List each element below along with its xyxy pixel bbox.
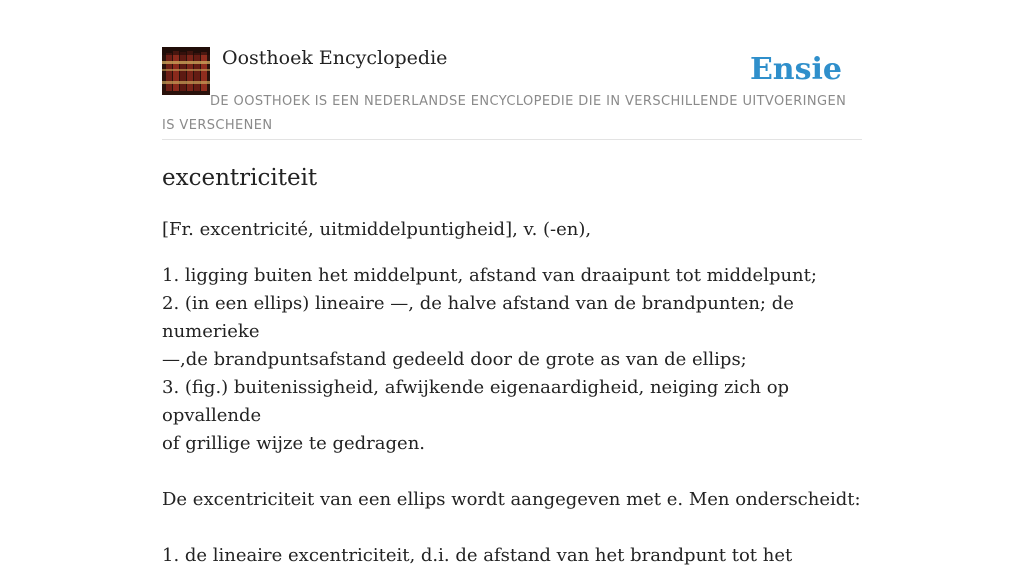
body-line: of grillige wijze te gedragen. <box>162 433 426 454</box>
etymology: [Fr. excentricité, uitmiddelpuntigheid], v. (-en), <box>162 219 592 240</box>
body-line: 1. de lineaire excentriciteit, d.i. de afstand van het brandpunt tot het <box>162 545 793 566</box>
body-line: De excentriciteit van een ellips wordt aangegeven met e. Men onderscheidt: <box>162 489 861 510</box>
paragraph-gap <box>162 458 862 486</box>
site-title[interactable]: Oosthoek Encyclopedie <box>222 47 448 69</box>
page-title: excentriciteit <box>162 165 318 191</box>
body-line: 1. ligging buiten het middelpunt, afstand van draaipunt tot middelpunt; <box>162 265 817 286</box>
brand-logo[interactable]: Ensie <box>749 52 842 87</box>
avatar[interactable] <box>162 47 210 95</box>
body-line: —,de brandpuntsafstand gedeeld door de grote as van de ellips; <box>162 349 747 370</box>
article <box>162 160 862 570</box>
paragraph-gap <box>162 514 862 542</box>
book-spines-icon <box>162 47 210 95</box>
site-header <box>162 46 862 140</box>
body-line: 2. (in een ellips) lineaire —, de halve afstand van de brandpunten; de numerieke <box>162 293 794 342</box>
site-tagline: DE OOSTHOEK IS EEN NEDERLANDSE ENCYCLOPEDIE DIE IN VERSCHILLENDE UITVOERINGEN IS VERSCHENEN <box>162 94 847 133</box>
article-body <box>162 262 862 570</box>
body-line: 3. (fig.) buitenissigheid, afwijkende eigenaardigheid, neiging zich op opvallende <box>162 377 790 426</box>
